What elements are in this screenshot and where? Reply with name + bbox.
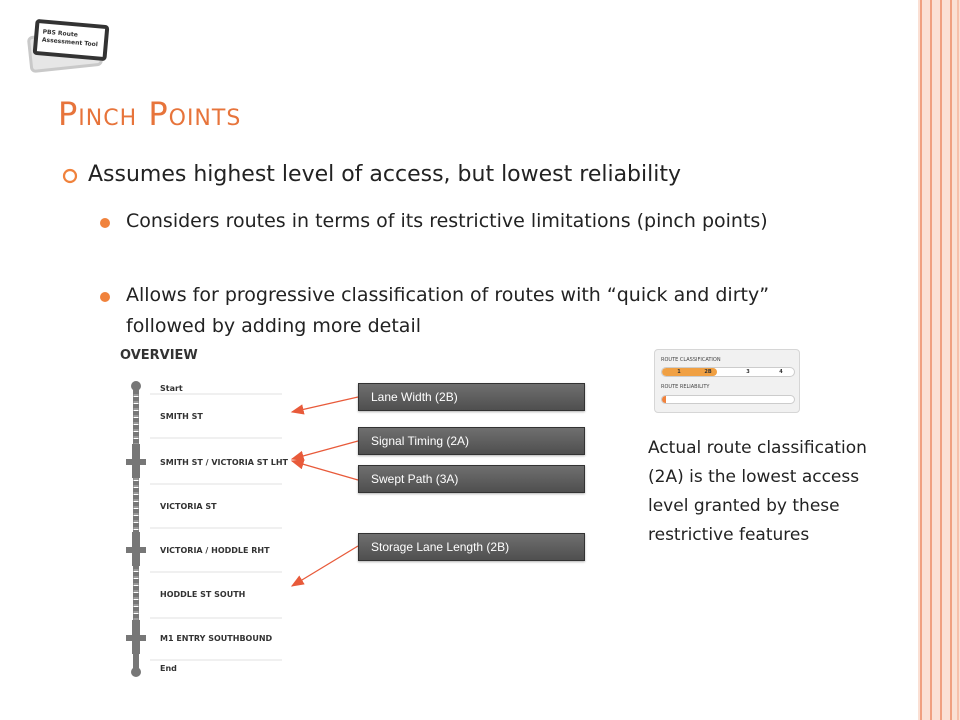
sub-bullet-text: Considers routes in terms of its restrictive limitations (pinch points): [126, 210, 768, 232]
reliability-label: ROUTE RELIABILITY: [661, 384, 710, 390]
level-label: 1: [677, 369, 681, 375]
slide-title: PINCH POINTS: [58, 95, 242, 133]
classification-note: Actual route classification (2A) is the lowest access level granted by these restrictive features: [648, 438, 867, 545]
route-overview: [120, 348, 290, 688]
reliability-bar: [661, 395, 795, 404]
dot-bullet-icon: [100, 292, 110, 302]
route-stop-label: SMITH ST: [160, 412, 203, 421]
route-stop-label: VICTORIA ST: [160, 502, 217, 511]
pinch-point-tag: Swept Path (3A): [358, 465, 585, 493]
reliability-fill: [662, 396, 666, 403]
pinch-point-tag: Lane Width (2B): [358, 383, 585, 411]
main-bullet-text: Assumes highest level of access, but lowest reliability: [88, 162, 682, 187]
ring-bullet-icon: [62, 168, 78, 184]
route-stop-label: SMITH ST / VICTORIA ST LHT: [160, 458, 289, 467]
route-stop-label: M1 ENTRY SOUTHBOUND: [160, 634, 273, 643]
pbs-logo: [22, 16, 114, 78]
sub-bullet-text: Allows for progressive classification of routes with “quick and dirty” followed by adding more detail: [126, 284, 770, 337]
classification-label: ROUTE CLASSIFICATION: [661, 357, 721, 363]
level-label: 2B: [704, 369, 712, 375]
pinch-point-tag: Signal Timing (2A): [358, 427, 585, 455]
level-label: 3: [746, 369, 750, 375]
route-classification-panel: [654, 349, 800, 413]
route-stop-label: End: [160, 664, 177, 673]
dot-bullet-icon: [100, 218, 110, 228]
svg-text:Assessment Tool: Assessment Tool: [41, 36, 99, 49]
classification-bar: [661, 367, 795, 377]
route-stop-label: Start: [160, 384, 183, 393]
overview-title: OVERVIEW: [120, 348, 198, 363]
route-stop-label: VICTORIA / HODDLE RHT: [160, 546, 270, 555]
level-label: 4: [779, 369, 783, 375]
svg-text:PBS Route: PBS Route: [42, 28, 79, 39]
pinch-point-tag: Storage Lane Length (2B): [358, 533, 585, 561]
route-stop-label: HODDLE ST SOUTH: [160, 590, 246, 599]
